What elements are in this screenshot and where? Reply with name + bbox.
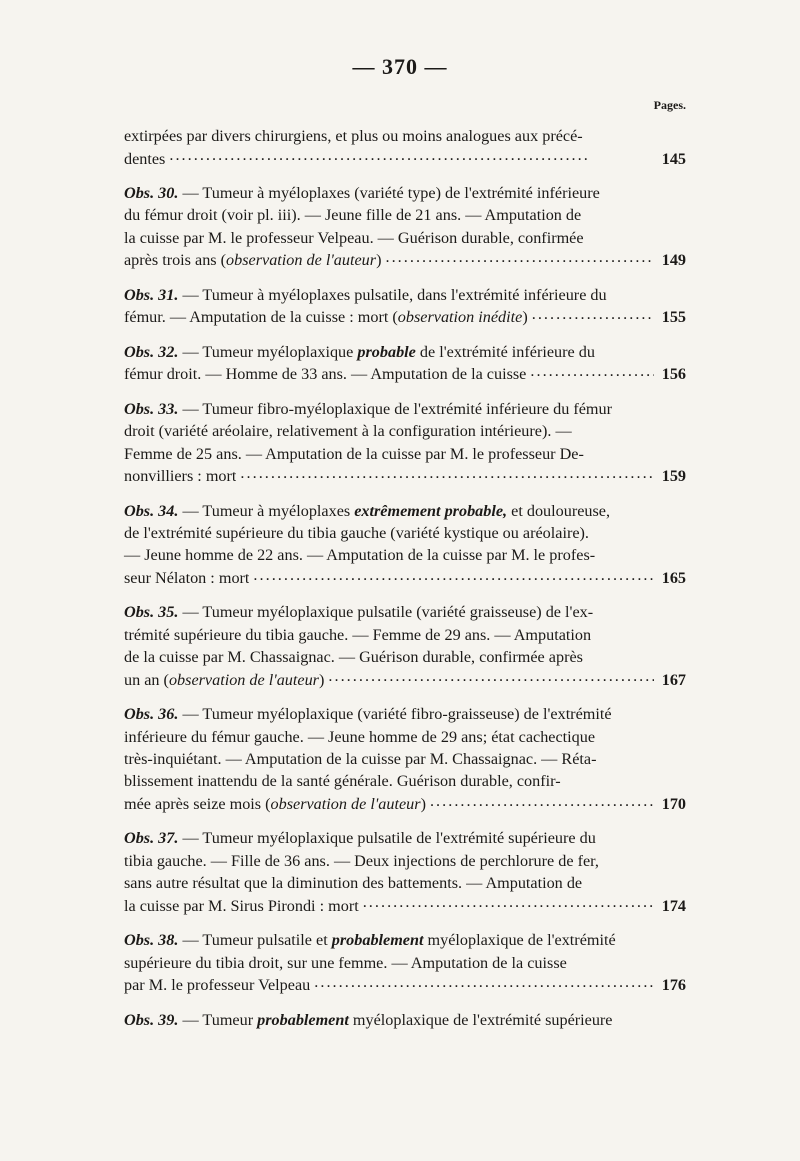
entry-text: ) (522, 308, 528, 327)
entry-text: après trois ans ( (124, 251, 227, 270)
entry-line (124, 420, 686, 442)
entry-text: — Jeune homme de 22 ans. — Amputation de la cuisse par M. le profes- (124, 546, 596, 565)
entry-line (124, 895, 686, 918)
leader-dots (430, 793, 654, 809)
entry-line (124, 850, 686, 872)
entry-text: probable (357, 342, 416, 361)
entry-text: nonvilliers : mort (124, 467, 237, 486)
leader-dots (385, 249, 654, 265)
entry-line (124, 974, 686, 997)
entry-text: — Tumeur à myéloplaxes (variété type) de l'extrémité inférieure (178, 184, 600, 202)
leader-dots (169, 147, 654, 163)
page-reference: 149 (661, 251, 686, 270)
entry-text: — Tumeur (178, 1010, 258, 1029)
entry-line (124, 500, 686, 522)
entry-text: probablement (331, 931, 424, 950)
entry-text: — Tumeur myéloplaxique (variété fibro-graisseuse) de l'extrémité (178, 705, 612, 724)
entry-text: — Tumeur à myéloplaxes pulsatile, dans l'extrémité inférieure du (178, 285, 607, 304)
entry-text: un an ( (124, 670, 169, 689)
entry-line (124, 182, 686, 204)
observation-entry (124, 398, 686, 488)
entry-line (124, 227, 686, 249)
entry-text: seur Nélaton : mort (124, 569, 250, 588)
entry-text: du fémur droit (voir pl. iii). — Jeune fille de 21 ans. — Amputation de (124, 206, 582, 225)
observation-number: Obs. 39. (124, 1010, 179, 1029)
observation-number: Obs. 33. (124, 399, 179, 418)
page-number: — 370 — (352, 54, 448, 79)
observation-number: Obs. 36. (124, 705, 179, 724)
page-reference: 165 (661, 569, 686, 588)
observation-number: Obs. 38. (124, 931, 179, 950)
entry-text: trémité supérieure du tibia gauche. — Femme de 29 ans. — Amputation (124, 625, 592, 644)
entry-text: myéloplaxique de l'extrémité (423, 931, 616, 950)
entry-line (124, 249, 686, 272)
entry-line (124, 341, 686, 363)
entry-line (124, 929, 686, 951)
leader-dots (530, 363, 654, 379)
leader-dots (363, 895, 654, 911)
entry-line (124, 363, 686, 386)
page-reference: 167 (661, 670, 686, 689)
entry-line (124, 703, 686, 725)
entry-text: par M. le professeur Velpeau (124, 976, 311, 995)
entry-text: de l'extrémité supérieure du tibia gauche (variété kystique ou aréolaire). (124, 524, 589, 543)
observation-list (124, 125, 686, 1043)
entry-text: — Tumeur myéloplaxique (178, 342, 358, 361)
observation-entry (124, 500, 686, 590)
observation-entry (124, 929, 686, 996)
entry-text: observation de l'auteur (226, 251, 377, 270)
leader-dots (532, 306, 654, 322)
entry-line (124, 306, 686, 329)
observation-entry (124, 1009, 686, 1031)
entry-line (124, 204, 686, 226)
leader-dots (240, 465, 654, 481)
entry-line (124, 770, 686, 792)
entry-line (124, 522, 686, 544)
entry-line (124, 465, 686, 488)
entry-text: — Tumeur à myéloplaxes (178, 501, 355, 520)
entry-line (124, 544, 686, 566)
entry-text: observation de l'auteur (270, 795, 421, 814)
leader-dots (328, 669, 654, 685)
observation-number: Obs. 37. (124, 829, 179, 848)
entry-line (124, 284, 686, 306)
entry-text: dentes (124, 149, 166, 168)
entry-line (124, 952, 686, 974)
observation-number: Obs. 34. (124, 501, 179, 520)
entry-text: de l'extrémité inférieure du (415, 342, 595, 361)
entry-text: — Tumeur fibro-myéloplaxique de l'extrémité inférieure du fémur (178, 399, 612, 418)
entry-text: — Tumeur pulsatile et (178, 931, 332, 950)
entry-line (124, 567, 686, 590)
page-reference: 159 (661, 467, 686, 486)
page-reference: 156 (661, 365, 686, 384)
entry-text: de la cuisse par M. Chassaignac. — Guérison durable, confirmée après (124, 648, 583, 667)
entry-line (124, 646, 686, 668)
entry-line (124, 726, 686, 748)
observation-number: Obs. 30. (124, 184, 179, 202)
entry-text: la cuisse par M. le professeur Velpeau. — Guérison durable, confirmée (124, 228, 584, 247)
entry-text: fémur. — Amputation de la cuisse : mort ( (124, 308, 398, 327)
entry-text: blissement inattendu de la santé générale. Guérison durable, confir- (124, 772, 561, 791)
entry-text: droit (variété aréolaire, relativement à la configuration intérieure). — (124, 422, 572, 441)
pages-column-label: Pages. (653, 98, 686, 112)
entry-line (124, 398, 686, 420)
entry-text: extirpées par divers chirurgiens, et plus ou moins analogues aux précé- (124, 127, 583, 145)
entry-text: — Tumeur myéloplaxique pulsatile (variété graisseuse) de l'ex- (178, 603, 594, 622)
entry-text: fémur droit. — Homme de 33 ans. — Amputation de la cuisse (124, 365, 527, 384)
observation-number: Obs. 35. (124, 603, 179, 622)
entry-text: inférieure du fémur gauche. — Jeune homme de 29 ans; état cachectique (124, 727, 596, 746)
entry-text: probablement (257, 1010, 349, 1029)
observation-entry (124, 284, 686, 329)
entry-text: Femme de 25 ans. — Amputation de la cuisse par M. le professeur De- (124, 444, 584, 463)
observation-entry (124, 341, 686, 386)
entry-text: tibia gauche. — Fille de 36 ans. — Deux injections de perchlorure de fer, (124, 851, 599, 870)
leader-dots (253, 567, 654, 583)
entry-text: supérieure du tibia droit, sur une femme. — Amputation de la cuisse (124, 953, 567, 972)
entry-line (124, 125, 686, 147)
entry-text: la cuisse par M. Sirus Pirondi : mort (124, 896, 359, 915)
entry-text: ) (318, 670, 325, 689)
entry-text: — Tumeur myéloplaxique pulsatile de l'extrémité supérieure du (178, 829, 596, 848)
entry-line (124, 624, 686, 646)
entry-line (124, 443, 686, 465)
entry-text: très-inquiétant. — Amputation de la cuisse par M. Chassaignac. — Réta- (124, 750, 597, 769)
observation-entry (124, 601, 686, 691)
entry-text: sans autre résultat que la diminution des battements. — Amputation de (124, 874, 583, 893)
observation-number: Obs. 32. (124, 342, 179, 361)
entry-line (124, 669, 686, 692)
leader-dots (314, 974, 654, 990)
entry-line (124, 1009, 686, 1031)
entry-text: mée après seize mois ( (124, 795, 271, 814)
observation-entry (124, 182, 686, 272)
page-reference: 176 (661, 976, 686, 995)
observation-number: Obs. 31. (124, 285, 179, 304)
page-reference: 155 (661, 308, 686, 327)
entry-text: observation inédite (397, 308, 523, 327)
entry-line (124, 601, 686, 623)
observation-entry (124, 827, 686, 917)
entry-text: et douloureuse, (507, 501, 611, 520)
page-reference: 145 (661, 149, 686, 168)
entry-text: ) (376, 251, 382, 270)
entry-line (124, 147, 686, 170)
entry-line (124, 793, 686, 816)
page-reference: 170 (661, 795, 686, 814)
entry-line (124, 872, 686, 894)
entry-line (124, 748, 686, 770)
entry-text: extrêmement probable, (354, 501, 508, 520)
entry-line (124, 827, 686, 849)
entry-text: observation de l'auteur (168, 670, 319, 689)
entry-text: ) (420, 795, 426, 814)
observation-entry (124, 703, 686, 815)
entry-text: myéloplaxique de l'extrémité supérieure (348, 1010, 613, 1029)
observation-entry (124, 125, 686, 170)
page-reference: 174 (661, 896, 686, 915)
